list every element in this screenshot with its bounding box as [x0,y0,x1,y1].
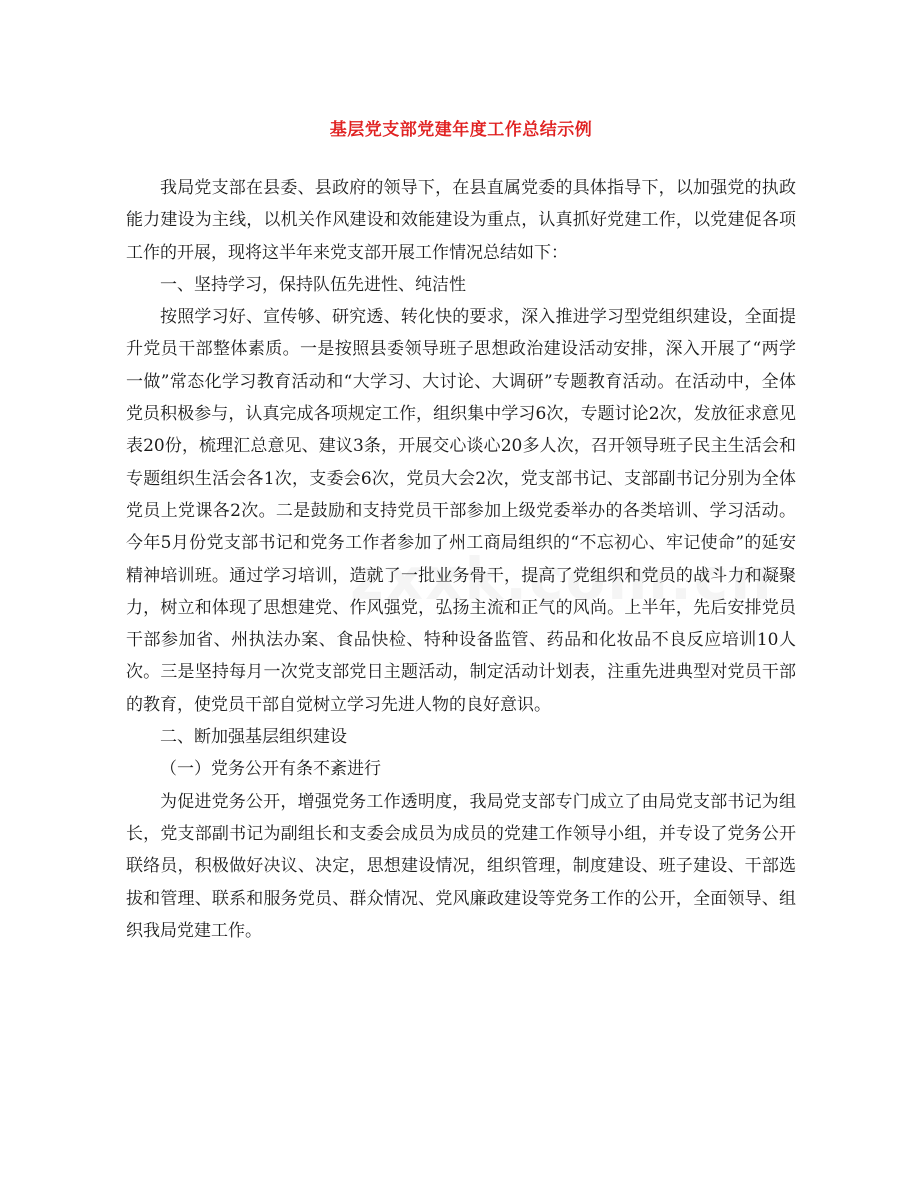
paragraph-study: 按照学习好、宣传够、研究透、转化快的要求，深入推进学习型党组织建设，全面提升党员干部整体素质。一是按照县委领导班子思想政治建设活动安排，深入开展了“两学一做”常态化学习教育活动和“大学习、大讨论、大调研”专题教育活动。在活动中，全体党员积极参与，认真完成各项规定工作，组织集中学习6次，专题讨论2次，发放征求意见表20份，梳理汇总意见、建议3条，开展交心谈心20多人次，召开领导班子民主生活会和专题组织生活会各1次，支委会6次，党员大会2次，党支部书记、支部副书记分别为全体党员上党课各2次。二是鼓励和支持党员干部参加上级党委举办的各类培训、学习活动。今年5月份党支部书记和党务工作者参加了州工商局组织的“不忘初心、牢记使命”的延安精神培训班。通过学习培训，造就了一批业务骨干，提高了党组织和党员的战斗力和凝聚力，树立和体现了思想建党、作风强党，弘扬主流和正气的风尚。上半年，先后安排党员干部参加省、州执法办案、食品快检、特种设备监管、药品和化妆品不良反应培训10人次。三是坚持每月一次党支部党日主题活动，制定活动计划表，注重先进典型对党员干部的教育，使党员干部自觉树立学习先进人物的良好意识。 [126,307,796,715]
section-heading-2: 二、断加强基层组织建设 [160,727,347,748]
subsection-heading-1: （一）党务公开有条不紊进行 [160,759,381,780]
section-heading-1: 一、坚持学习，保持队伍先进性、纯洁性 [160,274,466,295]
paragraph-intro: 我局党支部在县委、县政府的领导下，在县直属党委的具体指导下，以加强党的执政能力建设为主线，以机关作风建设和效能建设为重点，认真抓好党建工作，以党建促各项工作的开展，现将这半年来党支部开展工作情况总结如下： [126,178,796,263]
paragraph-disclosure: 为促进党务公开，增强党务工作透明度，我局党支部专门成立了由局党支部书记为组长，党支部副书记为副组长和支委会成员为成员的党建工作领导小组，并专设了党务公开联络员，积极做好决议、决定，思想建设情况，组织管理，制度建设、班子建设、干部选拔和管理、联系和服务党员、群众情况、党风廉政建设等党务工作的公开，全面领导、组织我局党建工作。 [126,791,796,941]
document-page [126,118,796,947]
document-title: 基层党支部党建年度工作总结示例 [329,120,593,140]
